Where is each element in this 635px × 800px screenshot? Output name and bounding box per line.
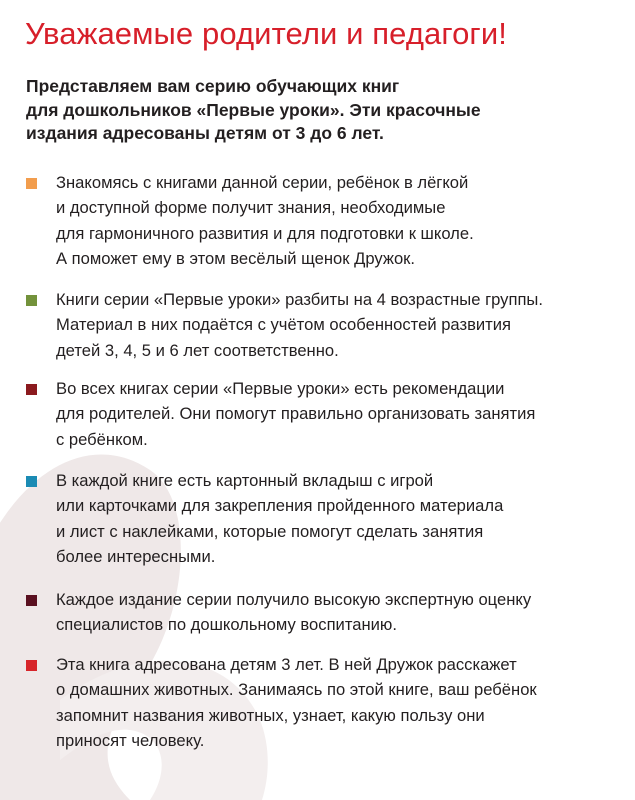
- list-item-line: или карточками для закрепления пройденного материала: [56, 496, 504, 516]
- list-item-line: Знакомясь с книгами данной серии, ребёнок в лёгкой: [56, 173, 469, 192]
- red-bullet-icon: [26, 660, 37, 671]
- intro-line: издания адресованы детям от 3 до 6 лет.: [26, 123, 384, 143]
- list-item-line: Эта книга адресована детям 3 лет. В ней Дружок расскажет: [56, 655, 517, 674]
- list-item-line: Каждое издание серии получило высокую экспертную оценку: [56, 590, 532, 609]
- list-item-line: А поможет ему в этом весёлый щенок Дружок.: [56, 249, 416, 269]
- list-item-text: [56, 468, 503, 570]
- list-item-text: [56, 587, 531, 638]
- orange-bullet-icon: [26, 178, 37, 189]
- list-item-line: более интересными.: [56, 547, 216, 567]
- maroon-bullet-icon: [26, 384, 37, 395]
- list-item-line: специалистов по дошкольному воспитанию.: [56, 615, 397, 635]
- list-item-line: о домашних животных. Занимаясь по этой книге, ваш ребёнок: [56, 680, 537, 700]
- list-item-line: Материал в них подаётся с учётом особенностей развития: [56, 315, 512, 335]
- list-item-line: приносят человеку.: [56, 731, 205, 751]
- intro-line: Представляем вам серию обучающих книг: [26, 76, 400, 96]
- dark-red-bullet-icon: [26, 595, 37, 606]
- list-item-line: и доступной форме получит знания, необходимые: [56, 198, 446, 218]
- list-item-text: [56, 170, 474, 272]
- intro-line: для дошкольников «Первые уроки». Эти красочные: [26, 99, 481, 120]
- list-item-line: Во всех книгах серии «Первые уроки» есть рекомендации: [56, 379, 505, 398]
- list-item-text: [56, 287, 543, 363]
- list-item-line: для родителей. Они помогут правильно организовать занятия: [56, 404, 536, 424]
- list-item-line: для гармоничного развития и для подготовки к школе.: [56, 223, 474, 243]
- list-item-line: В каждой книге есть картонный вкладыш с игрой: [56, 471, 434, 490]
- intro-paragraph: [26, 75, 606, 146]
- green-bullet-icon: [26, 295, 37, 306]
- list-item-line: с ребёнком.: [56, 429, 148, 449]
- blue-bullet-icon: [26, 476, 37, 487]
- list-item-text: [56, 652, 537, 754]
- list-item-line: Книги серии «Первые уроки» разбиты на 4 возрастные группы.: [56, 290, 543, 309]
- list-item-line: запомнит названия животных, узнает, какую пользу они: [56, 705, 485, 725]
- list-item-line: и лист с наклейками, которые помогут сделать занятия: [56, 521, 484, 541]
- page-title: Уважаемые родители и педагоги!: [25, 16, 507, 51]
- list-item-text: [56, 376, 535, 452]
- list-item-line: детей 3, 4, 5 и 6 лет соответственно.: [56, 340, 339, 360]
